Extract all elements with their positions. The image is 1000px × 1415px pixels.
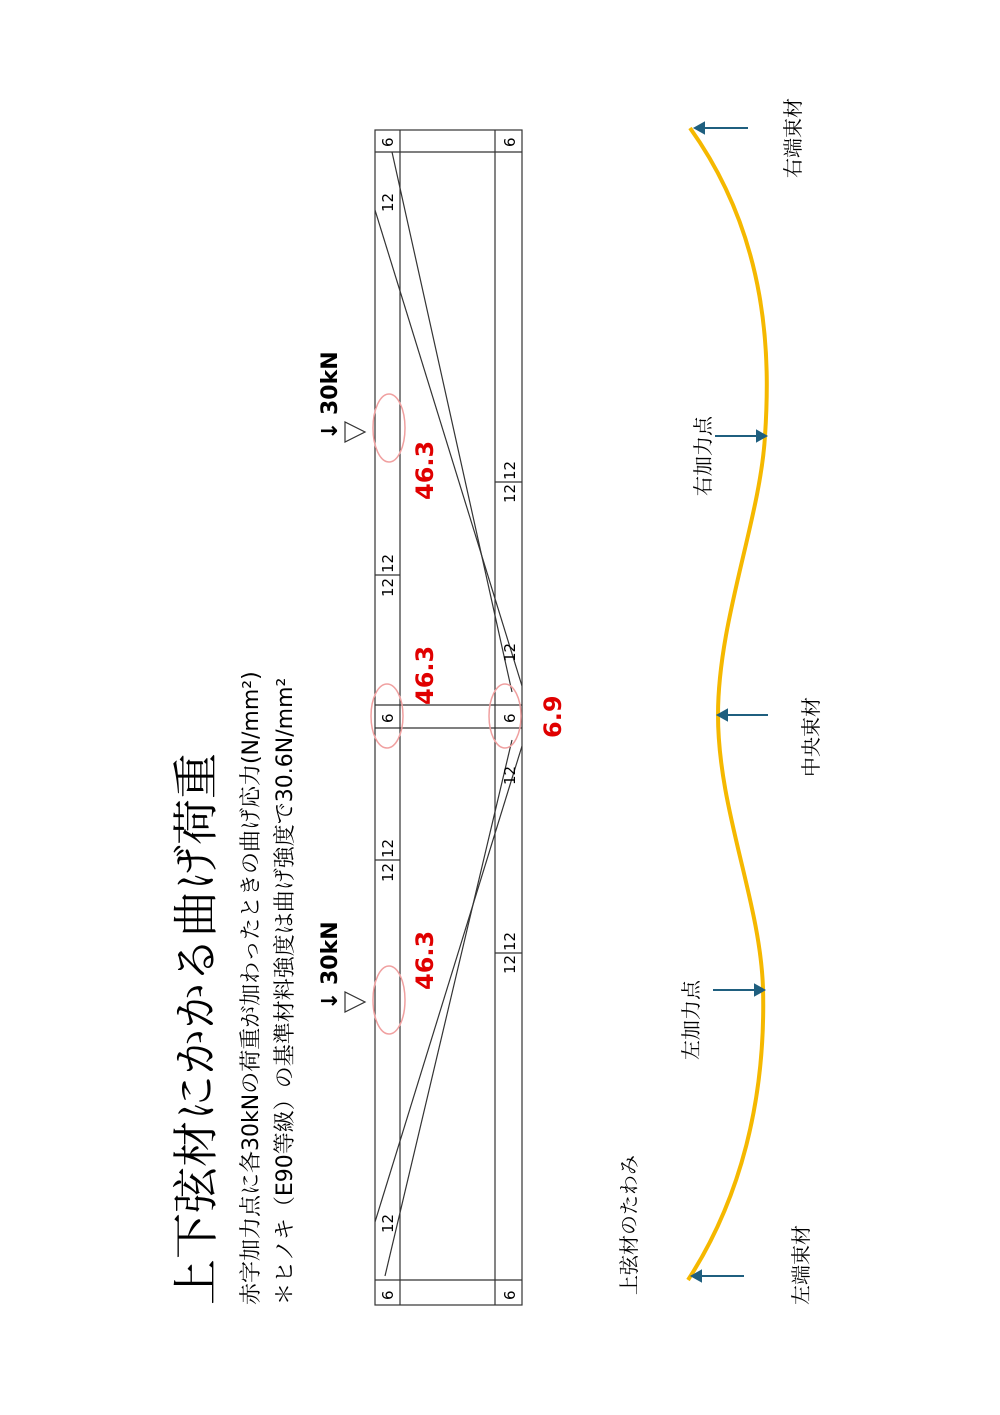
diagonal-right-b <box>392 152 512 692</box>
label-right-end: 右端束材 <box>781 98 805 178</box>
member-label: 6 <box>501 1290 519 1300</box>
diagonal-left-a <box>375 746 522 1222</box>
member-label: 12 <box>501 954 519 974</box>
member-label: 6 <box>379 1290 397 1300</box>
label-right-load: 右加力点 <box>691 416 715 496</box>
support-triangle-icon <box>345 992 365 1012</box>
member-label: 6 <box>379 137 397 147</box>
deflection-arrows <box>692 123 768 1281</box>
member-label: 6 <box>501 137 519 147</box>
member-label: 12 <box>379 553 397 573</box>
member-label: 12 <box>501 931 519 951</box>
note-line-2: ＊ヒノキ（E90等級）の基準材料強度は曲げ強度で30.6N/mm² <box>273 677 298 1305</box>
stress-lower-center: 6.9 <box>539 695 567 738</box>
page-title: 上下弦材にかかる曲げ荷重 <box>169 753 223 1305</box>
note-line-1: 赤字加力点に各30kNの荷重が加わったときの曲げ応力(N/mm²) <box>239 671 264 1305</box>
member-label: 12 <box>501 642 519 662</box>
member-label: 12 <box>501 483 519 503</box>
arrow-head-icon <box>695 123 704 133</box>
label-left-end: 左端束材 <box>789 1225 813 1305</box>
load-left-label: 30kN <box>318 921 343 985</box>
support-triangle-icon <box>345 422 365 442</box>
stress-upper-left: 46.3 <box>411 930 439 990</box>
truss <box>375 130 522 1305</box>
member-label: 12 <box>379 862 397 882</box>
load-right-arrow: ↓ <box>318 421 343 440</box>
load-right-label: 30kN <box>318 351 343 415</box>
member-label: 12 <box>379 838 397 858</box>
member-label: 12 <box>501 765 519 785</box>
member-label: 12 <box>379 577 397 597</box>
stress-upper-center: 46.3 <box>411 645 439 705</box>
member-label: 12 <box>501 460 519 480</box>
deflection-curve <box>688 128 767 1280</box>
load-left-arrow: ↓ <box>318 991 343 1010</box>
truss-outline <box>375 130 522 1305</box>
member-label: 6 <box>501 713 519 723</box>
deflection-heading: 上弦材のたわみ <box>617 1155 641 1295</box>
member-label: 12 <box>379 1213 397 1233</box>
member-label: 12 <box>379 192 397 212</box>
diagonal-right-a <box>375 210 522 686</box>
stress-upper-right: 46.3 <box>411 440 439 500</box>
label-left-load: 左加力点 <box>679 980 703 1060</box>
label-center: 中央束材 <box>799 697 823 777</box>
load-right <box>318 351 365 442</box>
member-label: 6 <box>379 713 397 723</box>
load-left <box>318 921 365 1012</box>
